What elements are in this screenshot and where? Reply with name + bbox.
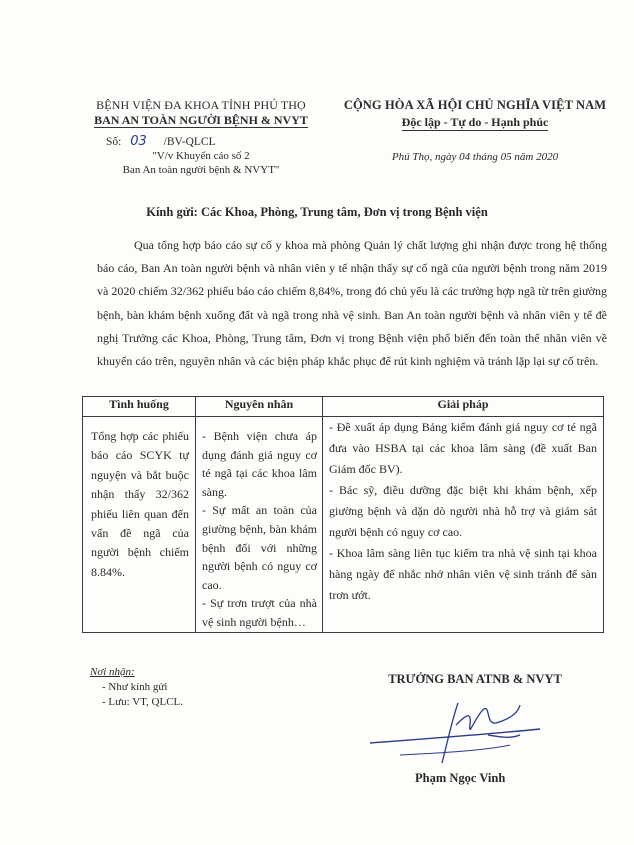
nation-title: CỘNG HÒA XÃ HỘI CHỦ NGHĨA VIỆT NAM: [343, 98, 607, 112]
document-date: Phú Thọ, ngày 04 tháng 05 năm 2020: [391, 151, 559, 163]
signature-block: [340, 672, 610, 687]
recipients-title: Nơi nhận:: [90, 666, 135, 678]
solution-cell: [323, 417, 604, 633]
doc-no-handwritten: 03: [130, 134, 147, 149]
cause-item: - Bệnh viện chưa áp dụng đánh giá nguy cơ té ngã tại các khoa lâm sàng.: [202, 429, 317, 499]
solution-item: - Bác sỹ, điều dưỡng đặc biệt khi khám bệnh, xếp giường bệnh và dặn dò người nhà hỗ trợ và giám sát người bệnh có nguy cơ cao.: [329, 483, 597, 539]
issuer-block: [82, 98, 320, 177]
header-cause: Nguyên nhân: [196, 397, 323, 417]
signer-title: TRƯỞNG BAN ATNB & NVYT: [388, 672, 562, 686]
recipient-item: - Lưu: VT, QLCL.: [102, 696, 184, 708]
subject-line-2: Ban An toàn người bệnh & NVYT": [122, 164, 280, 176]
doc-no-label: Số:: [106, 136, 122, 148]
handwritten-signature-icon: [360, 695, 550, 770]
committee-name: BAN AN TOÀN NGƯỜI BỆNH & NVYT: [94, 113, 308, 127]
table-header-row: [83, 397, 604, 417]
table-row: [83, 417, 604, 633]
solution-item: - Đề xuất áp dụng Bảng kiểm đánh giá nguy cơ té ngã đưa vào HSBA tại các khoa lâm sàng (đề xuất Ban Giám đốc BV).: [329, 420, 597, 476]
document-number: [82, 135, 320, 149]
header-situation: Tình huống: [83, 397, 196, 417]
signer-name: Phạm Ngọc Vinh: [415, 771, 506, 785]
body-paragraph: Qua tổng hợp báo cáo sự cố y khoa mà phòng Quản lý chất lượng ghi nhận được trong hệ thống báo cáo, Ban An toàn người bệnh và nhân viên y tế nhận thấy sự cố ngã của người bệnh trong năm 2019 và 2020 chiếm 32/362 phiếu báo cáo chiếm 8,84%, trong đó chủ yếu là các trường hợp ngã từ trên giường bệnh, bàn khám bệnh xuống đất và ngã trong nhà vệ sinh. Ban An toàn người bệnh và nhân viên y tế đề nghị Trưởng các Khoa, Phòng, Trung tâm, Đơn vị trong Bệnh viện phổ biến đến toàn thể nhân viên về khuyến cáo trên, nguyên nhân và các biện pháp khắc phục để rút kinh nghiệm và tránh lặp lại sự cố trên.: [97, 238, 607, 369]
cause-item: - Sự mất an toàn của giường bệnh, bàn khám bệnh đối với những người bệnh có nguy cơ cao.: [202, 503, 317, 592]
solution-item: - Khoa lâm sàng liên tục kiểm tra nhà vệ sinh tại khoa hàng ngày để nhắc nhở nhân viên vệ sinh tránh để sàn trơn ướt.: [329, 546, 597, 602]
national-header: [330, 98, 620, 163]
recipient-line: Kính gửi: Các Khoa, Phòng, Trung tâm, Đơn vị trong Bệnh viện: [146, 205, 488, 219]
recipients-list: [90, 665, 183, 710]
cause-cell: [196, 417, 323, 633]
national-motto: Độc lập - Tự do - Hạnh phúc: [401, 115, 549, 129]
doc-no-suffix: /BV-QLCL: [163, 136, 216, 148]
situation-cell: Tổng hợp các phiếu báo cáo SCYK tự nguyện và bắt buộc nhận thấy 32/362 phiếu liên quan đến vấn đề ngã của người bệnh chiếm 8.84%.: [83, 417, 196, 633]
recommendation-table: [82, 396, 604, 633]
recipient-item: - Như kính gửi: [102, 681, 168, 693]
header-solution: Giải pháp: [323, 397, 604, 417]
cause-item: - Sự trơn trượt của nhà vệ sinh người bệnh…: [202, 596, 317, 629]
subject-line-1: "V/v Khuyến cáo số 2: [152, 150, 250, 162]
hospital-name: BỆNH VIỆN ĐA KHOA TỈNH PHÚ THỌ: [96, 98, 306, 112]
